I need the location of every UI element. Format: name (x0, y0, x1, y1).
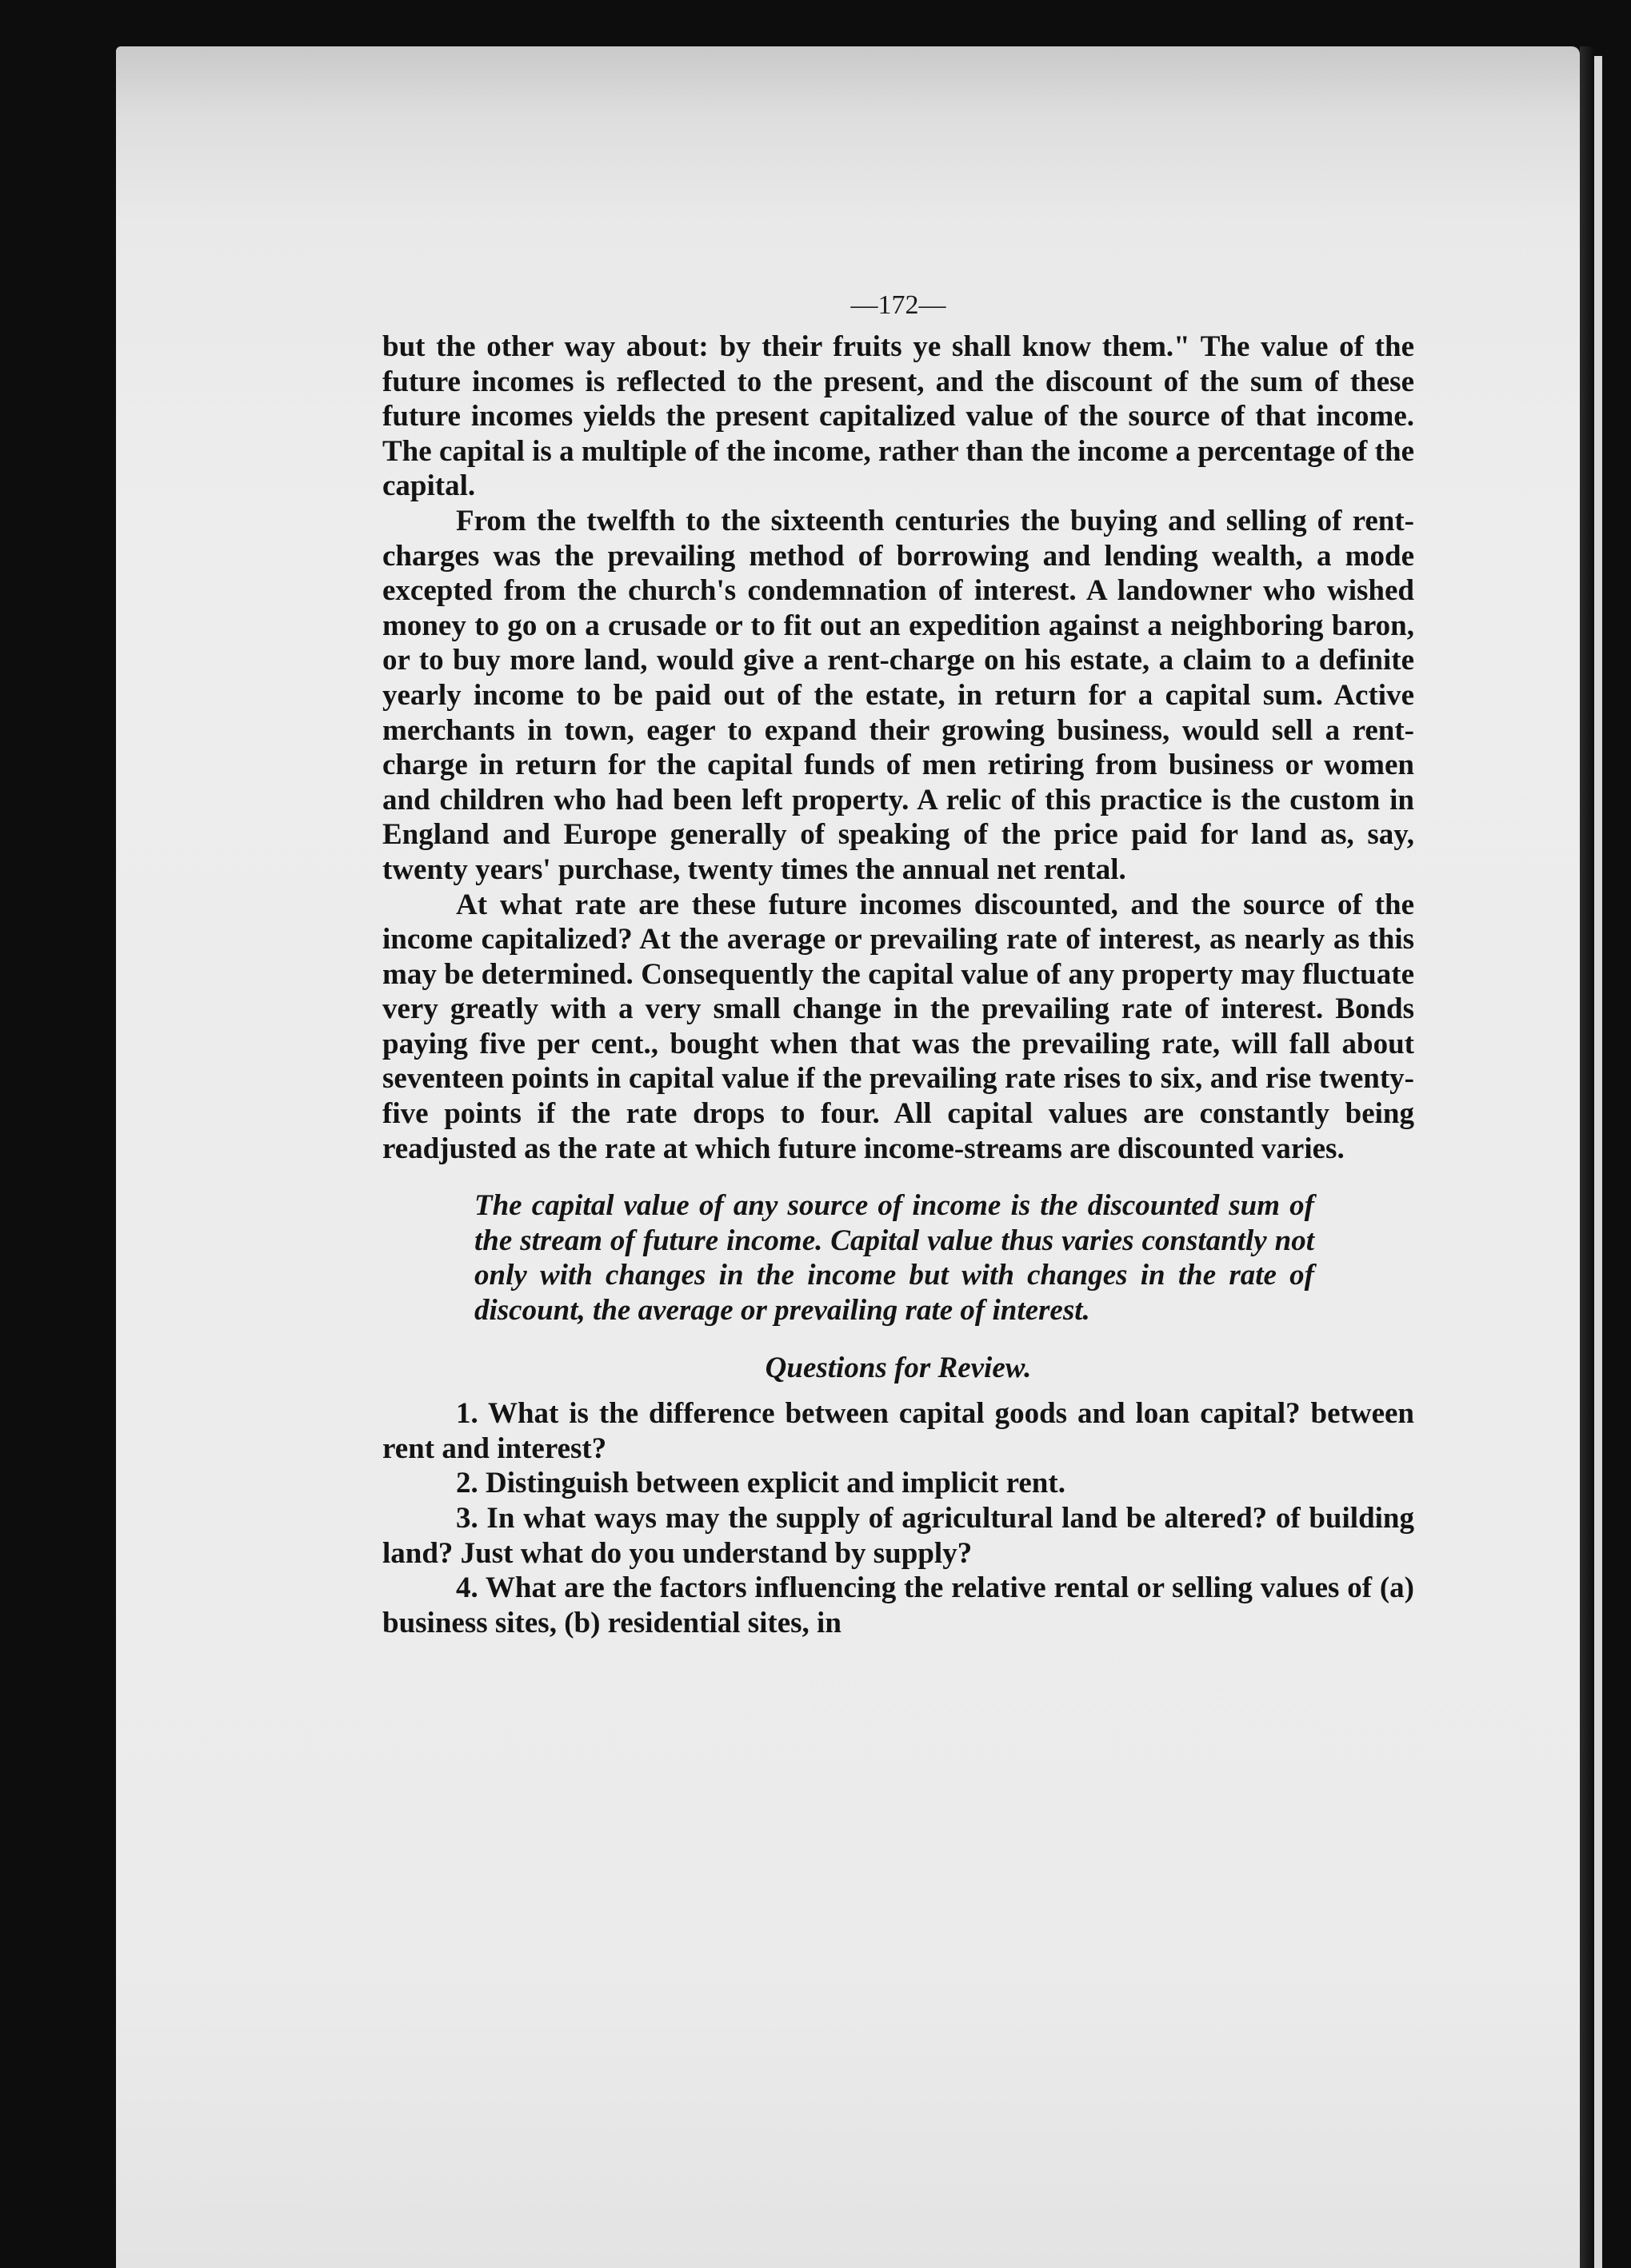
review-question-2: 2. Distinguish between explicit and implicit rent. (456, 1467, 1065, 1500)
paragraph-rent-charges: From the twelfth to the sixteenth centuries the buying and selling of rent-charges was the prevailing method of borrowing and lending wealth, a mode excepted from the church's condemnation of interest. A landowner who wished money to go on a crusade or to fit out an expedition against a neighboring baron, or to buy more land, would give a rent-charge on his estate, a claim to a definite yearly income to be paid out of the estate, in return for a capital sum. Active merchants in town, eager to expand their growing business, would sell a rent-charge in return for the capital funds of men retiring from business or women and children who had been left property. A relic of this practice is the custom in England and Europe generally of speaking of the price paid for land as, say, twenty years' purchase, twenty times the annual net rental. (382, 504, 1414, 886)
page-text-block (382, 288, 1414, 1640)
paragraph-continuation: but the other way about: by their fruits ye shall know them." The value of the future incomes is reflected to the present, and the discount of the sum of these future incomes yields the present capitalized value of the source of that income. The capital is a multiple of the income, rather than the income a percentage of the capital. (382, 330, 1414, 503)
review-question-1: 1. What is the difference between capital goods and loan capital? between rent and interest? (382, 1397, 1414, 1465)
review-question-3: 3. In what ways may the supply of agricultural land be altered? of building land? Just what do you understand by supply? (382, 1502, 1414, 1570)
paragraph-discount-rate: At what rate are these future incomes discounted, and the source of the income capitalized? At the average or prevailing rate of interest, as nearly as this may be determined. Consequently the capital value of any property may fluctuate very greatly with a very small change in the prevailing rate of interest. Bonds paying five per cent., bought when that was the prevailing rate, will fall about seventeen points in capital value if the prevailing rate rises to six, and rise twenty-five points if the rate drops to four. All capital values are constantly being readjusted as the rate at which future income-streams are discounted varies. (382, 888, 1414, 1165)
page-number: —172— (850, 290, 946, 320)
page-edge-shadow (1580, 46, 1594, 2268)
review-question-4: 4. What are the factors influencing the relative rental or selling values of (a) business sites, (b) residential sites, in (382, 1571, 1414, 1639)
review-heading: Questions for Review. (765, 1351, 1032, 1384)
facing-page-edge (1594, 56, 1602, 2268)
italic-summary: The capital value of any source of income is the discounted sum of the stream of future income. Capital value thus varies constantly not only with changes in the income but with changes in the rate of discount, the average or prevailing rate of interest. (474, 1189, 1314, 1328)
